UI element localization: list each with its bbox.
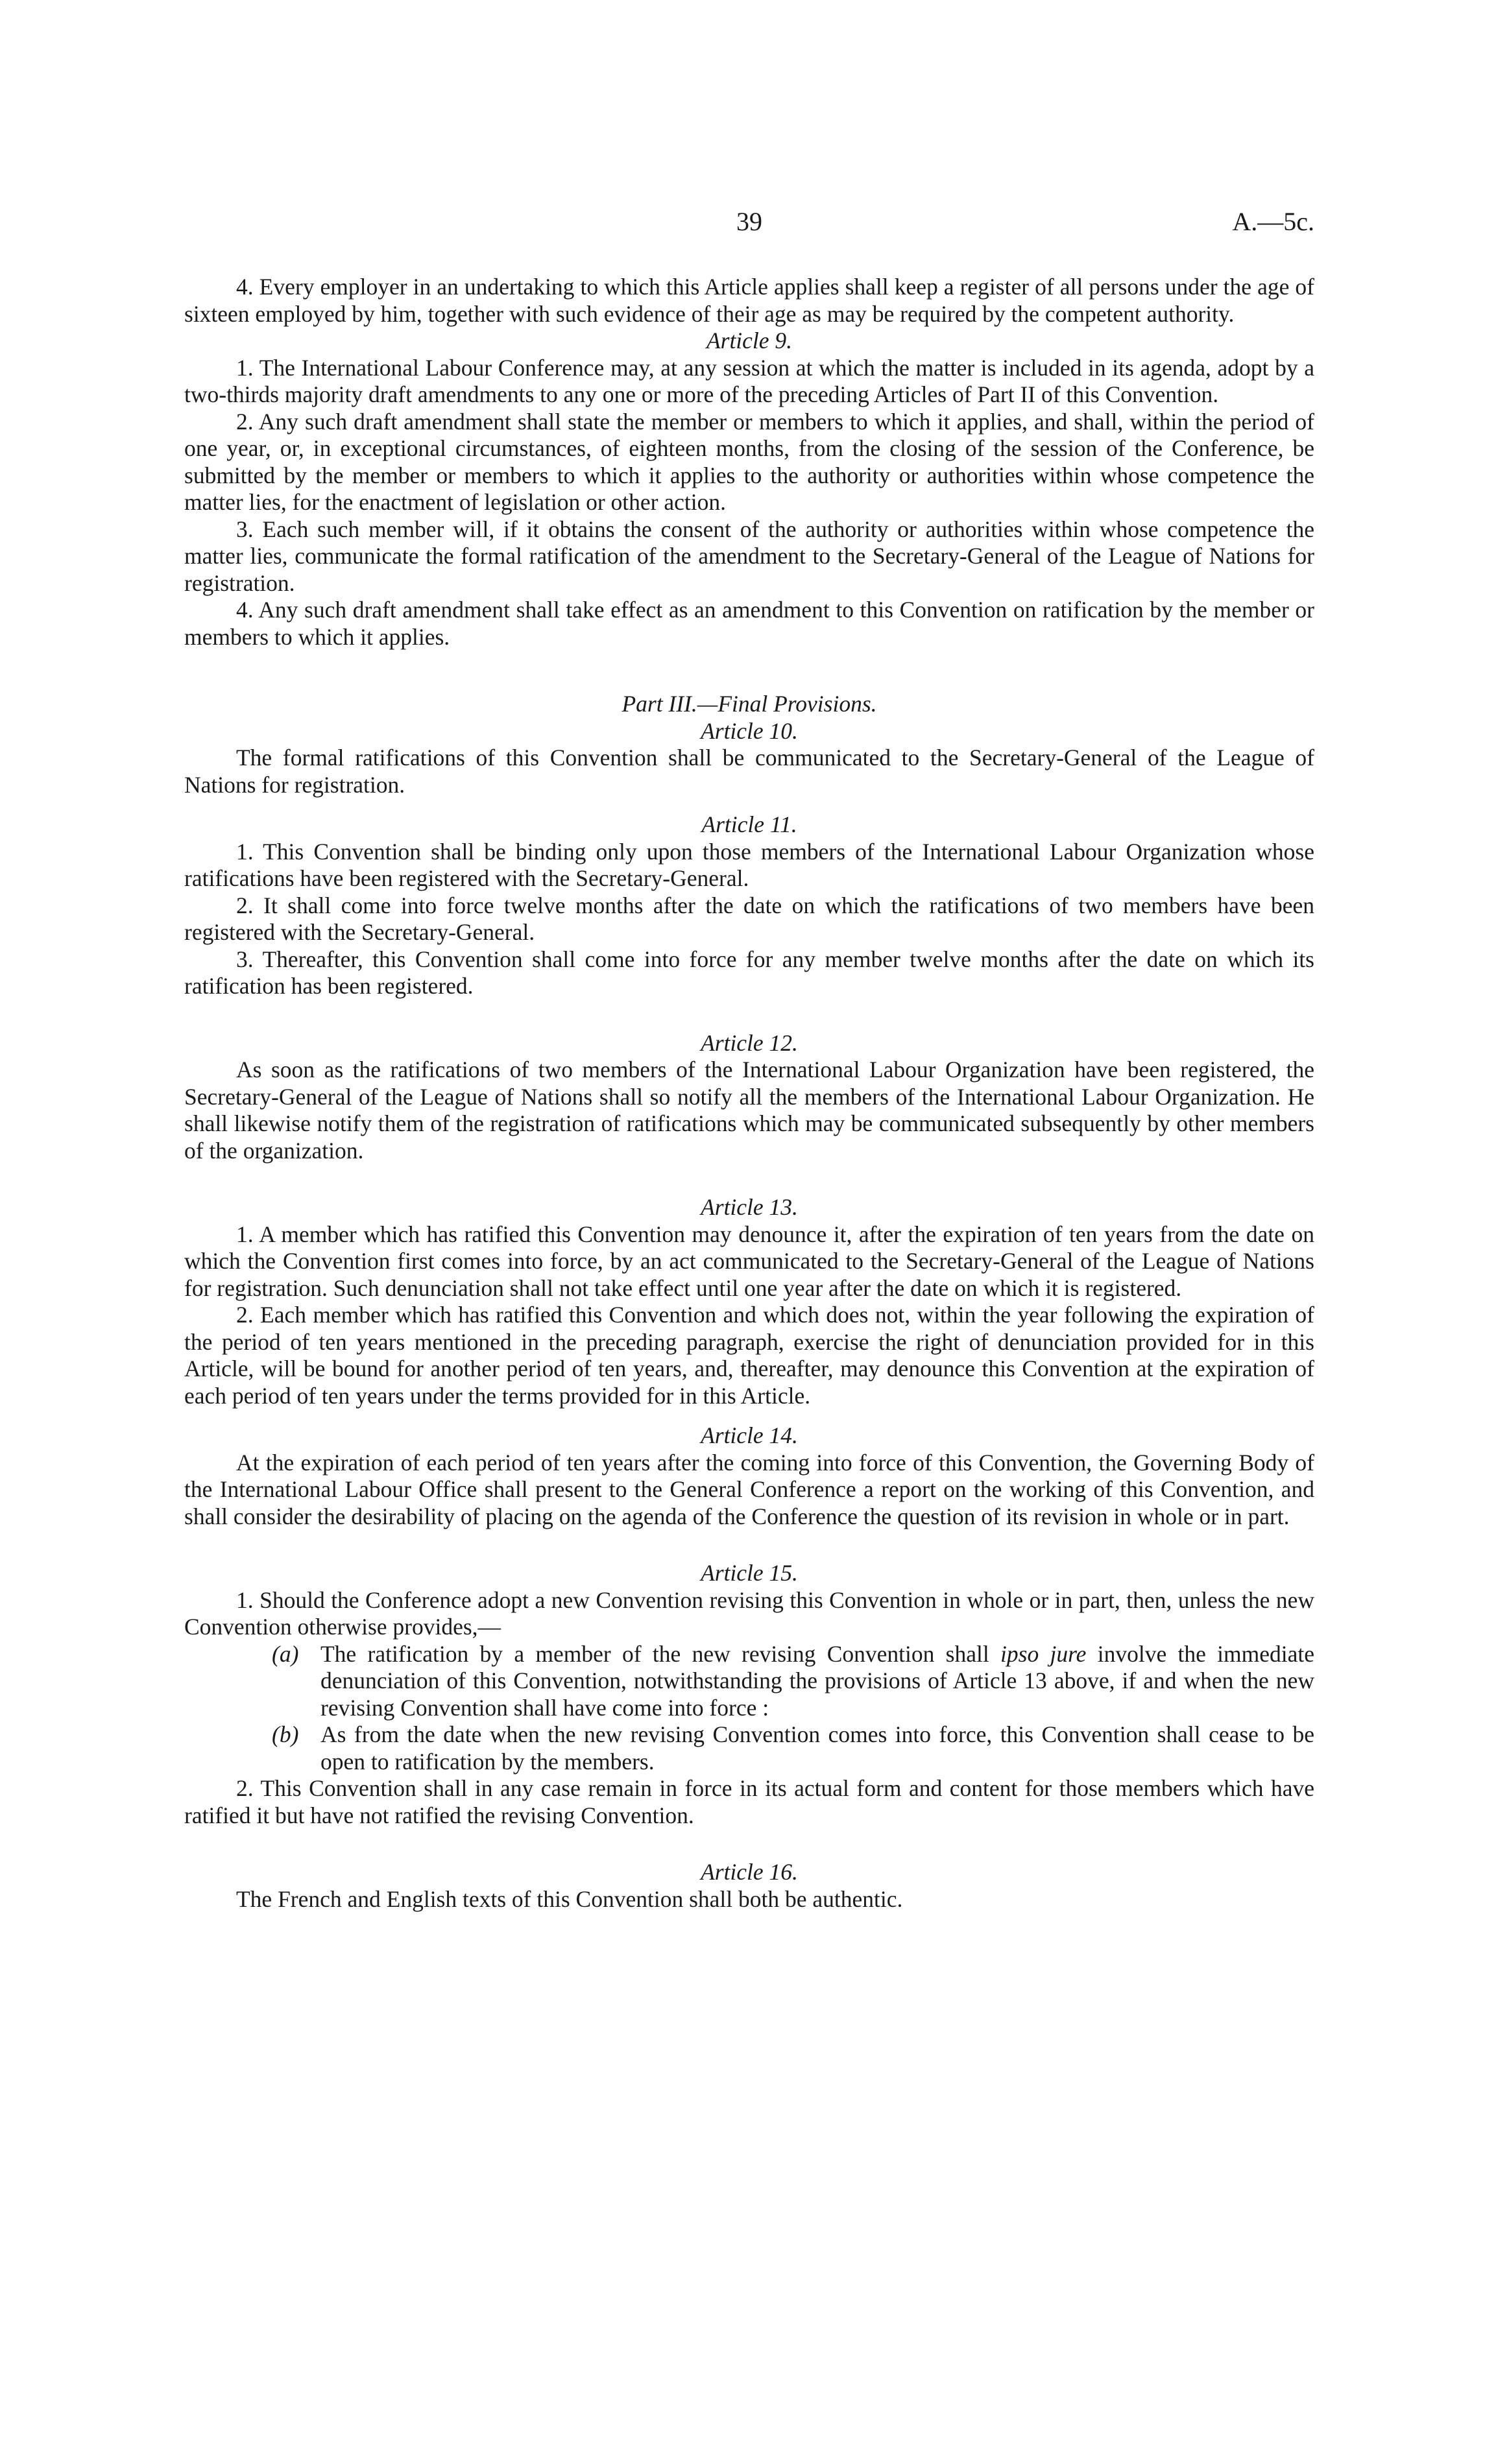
article-11-paragraph-2: 2. It shall come into force twelve months after the date on which the ratifications of two members have been registered with the Secretary-General. — [184, 892, 1314, 945]
article-11-heading: Article 11. — [701, 811, 797, 837]
article-15-sub-items — [272, 1641, 1314, 1776]
article-16-heading: Article 16. — [701, 1859, 798, 1885]
article-15-item-a — [272, 1641, 1314, 1722]
article-9-paragraph-1: 1. The International Labour Conference may, at any session at which the matter is included in its agenda, adopt by a two-thirds majority draft amendments to any one or more of the preceding Articles of Part II of this Convention. — [184, 354, 1314, 407]
article-15-paragraph-2: 2. This Convention shall in any case remain in force in its actual form and content for those members which have ratified it but have not ratified the revising Convention. — [184, 1775, 1314, 1828]
article-15-heading: Article 15. — [701, 1560, 798, 1586]
article-14-paragraph-1: At the expiration of each period of ten years after the coming into force of this Convention, the Governing Body of the International Labour Office shall present to the General Conference a report on the working of this Convention, and shall consider the desirability of placing on the agenda of the Conference the question of its revision in whole or in part. — [184, 1449, 1314, 1529]
article-10-paragraph-1: The formal ratifications of this Convention shall be communicated to the Secretary-General of the League of Nations for registration. — [184, 745, 1314, 798]
article-11-paragraph-3: 3. Thereafter, this Convention shall come into force for any member twelve months after the date on which its ratification has been registered. — [184, 946, 1314, 999]
item-b-text: As from the date when the new revising Convention comes into force, this Convention shall cease to be open to ratification by the members. — [320, 1721, 1314, 1775]
article-10-heading: Article 10. — [701, 717, 798, 744]
article-8-paragraph-4: 4. Every employer in an undertaking to which this Article applies shall keep a register of all persons under the age of sixteen employed by him, together with such evidence of their age as may be required by the competent authority. — [184, 274, 1314, 327]
item-b-label: (b) — [272, 1721, 299, 1747]
item-a-text: The ratification by a member of the new revising Convention shall ipso jure involve the immediate denunciation of this Convention, notwithstanding the provisions of Article 13 above, if and when the new revising Convention shall have come into force : — [320, 1640, 1315, 1721]
page-number: 39 — [736, 207, 762, 236]
article-15-item-b — [272, 1721, 1314, 1775]
article-13-paragraph-2: 2. Each member which has ratified this Convention and which does not, within the year following the expiration of the period of ten years mentioned in the preceding paragraph, exercise the right of denunciation provided for in this Article, will be bound for another period of ten years, and, thereafter, may denounce this Convention at the expiration of each period of ten years under the terms provided for in this Article. — [184, 1302, 1314, 1409]
ipso-jure-phrase: ipso jure — [1000, 1640, 1087, 1667]
article-11-paragraph-1: 1. This Convention shall be binding only upon those members of the International Labour Organization whose ratifications have been registered with the Secretary-General. — [184, 838, 1314, 891]
item-a-label: (a) — [272, 1640, 299, 1667]
article-9-paragraph-2: 2. Any such draft amendment shall state the member or members to which it applies, and shall, within the period of one year, or, in exceptional circumstances, of eighteen months, from the closing of the session of the Conference, be submitted by the member or members to which it applies to the authority or authorities within whose competence the matter lies, for the enactment of legislation or other action. — [184, 408, 1314, 515]
part-3-heading: Part III.—Final Provisions. — [622, 691, 877, 717]
article-12-paragraph-1: As soon as the ratifications of two members of the International Labour Organization have been registered, the Secretary-General of the League of Nations shall so notify all the members of the International Labour Organization. He shall likewise notify them of the registration of ratifications which may be communicated subsequently by other members of the organization. — [184, 1057, 1314, 1164]
article-9-paragraph-4: 4. Any such draft amendment shall take effect as an amendment to this Convention on ratification by the member or members to which it applies. — [184, 597, 1314, 650]
article-13-heading: Article 13. — [701, 1194, 798, 1220]
article-15-paragraph-1: 1. Should the Conference adopt a new Convention revising this Convention in whole or in part, then, unless the new Convention otherwise provides,— — [184, 1586, 1314, 1640]
article-16-paragraph-1: The French and English texts of this Convention shall both be authentic. — [236, 1885, 903, 1912]
article-14-heading: Article 14. — [701, 1422, 798, 1448]
article-13-paragraph-1: 1. A member which has ratified this Convention may denounce it, after the expiration of ten years from the date on which the Convention first comes into force, by an act communicated to the Secretary-General of the League of Nations for registration. Such denunciation shall not take effect until one year after the date on which it is registered. — [184, 1221, 1314, 1301]
document-reference: A.—5c. — [1232, 207, 1314, 236]
article-9-paragraph-3: 3. Each such member will, if it obtains the consent of the authority or authorities within whose competence the matter lies, communicate the formal ratification of the amendment to the Secretary-General of the League of Nations for registration. — [184, 516, 1314, 596]
article-9-heading: Article 9. — [706, 328, 793, 353]
article-12-heading: Article 12. — [701, 1029, 798, 1056]
document-body — [184, 201, 1314, 1913]
